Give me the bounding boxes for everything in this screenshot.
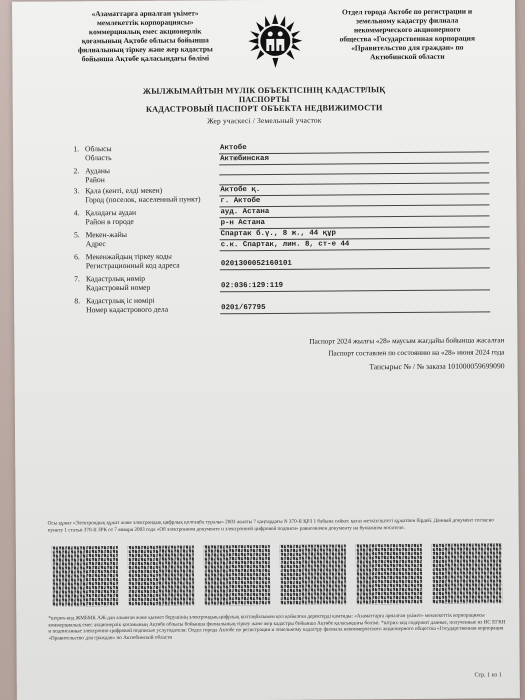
label-kz: Кадастрлық нөмір [85,273,146,284]
label-ru: Регистрационный код адреса [85,260,180,271]
field-number: 6. [74,252,80,262]
field-value [219,205,489,229]
field-cadastral-case [62,293,502,315]
header-line: филиалының тіркеу және жер кадастры [77,44,213,55]
value-ru: с.к. Спартак, лин. 8, ст-е 44 [220,238,490,251]
header-line: Отдел города Актобе по регистрации и [342,6,473,17]
field-value [220,257,490,270]
sun-emblem-icon [244,12,306,74]
barcode-row [52,543,512,608]
header-line: земельному кадастру филиала [355,15,459,26]
label-kz: Ауданы [85,166,111,176]
label-ru: Кадастровый номер [85,282,151,293]
passport-date-ru: Паспорт составлен по состоянию на «28» июня 2024 года [328,348,505,358]
value: 0201300052160101 [220,257,490,270]
value-ru: г. Актобе [219,194,489,207]
field-cadastral-number [62,271,502,293]
barcode-image [204,545,270,605]
field-value [219,141,489,165]
field-number: 4. [73,208,80,218]
value-kz: Спартак б.ү., 8 ж., 44 құр [220,227,490,240]
field-number: 3. [73,186,80,196]
title-kz: ЖЫЛЖЫМАЙТЫН МҮЛІК ОБЪЕКТІСІНІҢ КАДАСТРЛЫҚ [142,85,386,96]
field-oblast [61,141,501,164]
label-kz: Қаладағы аудан [85,207,137,218]
value-kz: Актобе [219,141,489,154]
field-value [219,183,489,207]
label-ru: Город (поселок, населенный пункт) [85,194,201,205]
value-kz: Актобе қ. [219,183,489,196]
header-line: «Правительство для граждан» по [351,42,464,53]
subtitle: Жер учаскесі / Земельный участок [207,115,322,126]
header-left-kz [50,8,240,63]
label-ru: Район в городе [85,216,134,227]
header-line: некоммерческого акционерного [353,24,461,35]
value: 0201/67795 [220,301,490,314]
field-value [220,227,490,251]
field-number: 2. [73,166,80,176]
barcode-image [356,544,422,604]
passport-date-kz: Паспорт 2024 жылғы «28» маусым жағдайы бойынша жасалған [309,336,505,346]
value-ru: Актюбинская [219,152,489,165]
label-kz: Мекенжайдың тіркеу коды [85,251,172,262]
barcode-image [52,546,118,606]
header-right-ru [312,6,502,61]
value: 02:036:129:119 [220,279,490,292]
barcode-image [280,544,346,604]
header-line: «Азаматтарға арналған үкімет» [91,8,199,19]
label-ru: Район [85,175,105,185]
legal-notice-top: Осы құжат «Электрондық құжат және электрондық цифрлық қолтаңба туралы» 2003 жылғы 7 қаңтардағы N 370-II ҚРЗ 1 бабына сәйкес қағаз жеткізгіштегі құжатпен бірдей. Данный документ согласно пункту 1 статьи 370-II ЗРК от 7 января 2003 года «Об электронном документе и электронной цифровой подписи» равнозначен документу на бумажном носителе. [47,517,494,534]
header-line: қоғамының Ақтөбе облысы бойынша [81,35,209,46]
label-kz: Қала (кенті, елді мекен) [85,185,163,196]
header-line: Актюбинской области [370,51,445,62]
label-kz: Мекен-жайы [85,229,127,240]
legal-notice-bottom: *штрих-код ЖМБМК АЖ-дан алынған және қызмет берушінің электрондық-цифрлық қолтаңбасымен қол қойылған деректерді қамтиды: «Азаматтарға арналған үкімет» мемлекеттік корпорациясы коммерциялық емес акционерлік қоғамының Ақтөбе облысы бойынша филиалының тіркеу және жер кадастры бойынша Ақтөбе қаласындағы бөлімі. *штрих-код содержит данные, полученные из ИС ЕГКН и подписанные электронно-цифровой подписью услугодателя: Отдел города Актобе по регистрации и земельному кадастру филиала некоммерческого акционерного общества «Государственная корпорация «Правительство для граждан» по Актюбинской области [48,612,506,642]
field-number: 1. [73,144,80,154]
header-line: бойынша Ақтөбе қаласындағы бөлімі [81,53,210,64]
field-number: 8. [74,296,81,306]
field-value [220,301,490,314]
label-ru: Адрес [85,239,106,249]
title-kz-2: ПАСПОРТЫ [238,94,290,105]
field-number: 5. [73,230,80,240]
order-number: Тапсырыс № / № заказа 101000059699090 [369,361,505,372]
barcode-image [128,545,194,605]
header-line: общества «Государственная корпорация [339,33,475,44]
label-kz: Кадастрлық іс нөмірі [86,295,155,306]
title-ru: КАДАСТРОВЫЙ ПАСПОРТ ОБЪЕКТА НЕДВИЖИМОСТИ [145,103,383,114]
page-number: Стр. 1 из 1 [474,672,502,679]
field-number: 7. [74,274,80,284]
document-page [12,0,520,700]
label-ru: Номер кадастрового дела [86,304,169,315]
barcode-image [432,543,502,603]
label-kz: Облысы [85,144,112,154]
field-value [220,279,490,292]
header-line: мемлекеттік корпорациясы» [96,17,194,28]
header-line: коммерциялық емес акционерлік [88,26,202,37]
value-ru: р-н Астана [220,216,490,229]
value-kz: ауд. Астана [219,205,489,218]
label-ru: Область [85,153,112,163]
